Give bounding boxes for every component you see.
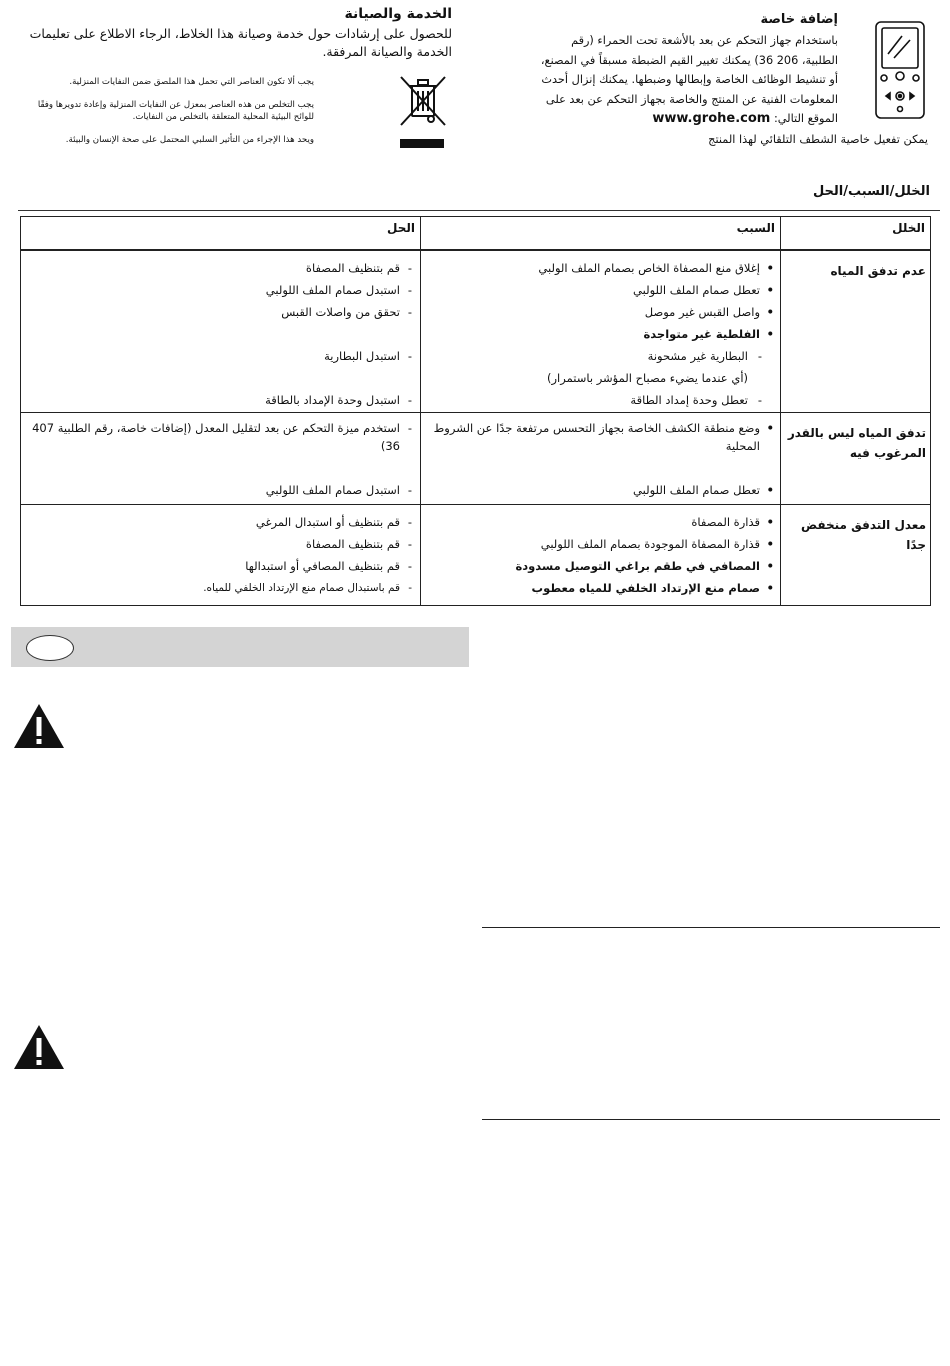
remedy-item — [27, 367, 414, 389]
cause-list — [421, 251, 780, 411]
remedy-list — [21, 413, 420, 501]
weee-notice — [24, 76, 314, 156]
troubleshooting-rule — [18, 210, 940, 211]
table-row — [21, 250, 931, 412]
addon-body-text: باستخدام جهاز التحكم عن بعد بالأشعة تحت الحمراء (رقم الطلبية، 206 36) يمكنك تغيير القيم الضبطة مسبقاً في المصنع، أو تنشيط الوظائف الخاصة وإبطالها وضبطها. يمكنك إنزال أحدث المعلومات الفنية عن المنتج والخاصة بجهاز التحكم عن بعد على الموقع التالي: — [540, 34, 838, 125]
table-row — [21, 412, 931, 505]
crossed-bin-icon — [398, 74, 448, 128]
remedy-cell — [21, 505, 421, 606]
weee-line-3: ويحد هذا الإجراء من التأثير السلبي المحتمل على صحة الإنسان والبيئة. — [65, 134, 314, 145]
cause-item: (أي عندما يضيء مصباح المؤشر باستمرار) — [547, 371, 748, 385]
remedy-item: - استبدل البطارية — [27, 345, 414, 367]
weee-line-1: يجب ألا تكون العناصر التي تحمل هذا الملصق ضمن النفايات المنزلية. — [69, 77, 314, 87]
weee-line-2: يجب التخلص من هذه العناصر بمعزل عن النفايات المنزلية وإعادة تدويرها وفقًا للوائح البيئية المحلية المتعلقة بالتخلص من النفايات. — [37, 99, 314, 122]
cause-list — [421, 505, 780, 599]
addon-section — [540, 12, 838, 129]
table-header-row — [21, 217, 931, 251]
table-row — [21, 505, 931, 606]
cause-item: • تعطل صمام الملف اللولبي — [427, 479, 774, 501]
cause-list — [421, 413, 780, 501]
remedy-cell — [21, 412, 421, 505]
cause-item: • واصل القبس غير موصل — [427, 301, 774, 323]
cause-cell — [421, 250, 781, 412]
fault-cell: عدم تدفق المياه — [781, 250, 931, 412]
auto-flush-note: يمكن تفعيل خاصية الشطف التلقائي لهذا المنتج — [708, 133, 928, 146]
language-tab-bar — [11, 627, 469, 667]
warning-triangle-icon — [13, 1024, 65, 1070]
cause-cell — [421, 505, 781, 606]
remedy-item: - استبدل صمام الملف اللولبي — [27, 479, 414, 501]
header-fault: الخلل — [781, 217, 931, 251]
troubleshooting-table — [20, 216, 931, 606]
header-remedy: الحل — [21, 217, 421, 251]
cause-item: - البطارية غير مشحونة — [427, 345, 774, 367]
cause-item: • قذارة المصفاة الموجودة بصمام الملف اللولبي — [427, 533, 774, 555]
cause-item: • صمام منع الإرتداد الخلفي للمياه معطوب — [427, 577, 774, 599]
service-title: الخدمة والصيانة — [344, 6, 452, 22]
cause-item: • المصافي في طقم براغي التوصيل مسدودة — [427, 555, 774, 577]
remedy-item: - قم بتنظيف أو استبدال المرغي — [27, 511, 414, 533]
remedy-item: - قم بتنظيف المصافي أو استبدالها — [27, 555, 414, 577]
remedy-item: - قم بتنظيف المصفاة — [27, 257, 414, 279]
remedy-item: - قم بتنظيف المصفاة — [27, 533, 414, 555]
weee-bar — [400, 139, 444, 148]
warning-triangle-icon — [13, 703, 65, 749]
grohe-url-link[interactable]: www.grohe.com — [652, 111, 771, 126]
remedy-list — [21, 505, 420, 599]
section-rule — [482, 1119, 940, 1120]
cause-item: • قذارة المصفاة — [427, 511, 774, 533]
cause-item: • إغلاق منع المصفاة الخاص بصمام الملف الولبي — [427, 257, 774, 279]
troubleshooting-title: الخلل/السبب/الحل — [812, 184, 930, 199]
cause-item: • تعطل صمام الملف اللولبي — [427, 279, 774, 301]
fault-cell: معدل التدفق منخفض جدًا — [781, 505, 931, 606]
header-cause: السبب — [421, 217, 781, 251]
remedy-item: - تحقق من واصلات القبس — [27, 301, 414, 323]
cause-item: • الفلطية غير متواجدة — [427, 323, 774, 345]
troubleshooting-rows — [21, 250, 931, 606]
remedy-item: - قم باستبدال صمام منع الإرتداد الخلفي للمياه. — [27, 577, 414, 599]
cause-item: • وضع منطقة الكشف الخاصة بجهاز التحسس مرتفعة جدًا عن الشروط المحلية — [427, 419, 774, 455]
cause-cell — [421, 412, 781, 505]
service-body: للحصول على إرشادات حول خدمة وصيانة هذا الخلاط، الرجاء الاطلاع على تعليمات الخدمة والصيانة المرفقة. — [29, 26, 452, 59]
addon-body — [540, 31, 838, 129]
remote-control-icon — [874, 20, 926, 120]
section-rule — [482, 927, 940, 928]
language-oval — [26, 635, 74, 661]
addon-title: إضافة خاصة — [760, 12, 838, 27]
remedy-list — [21, 251, 420, 411]
service-section — [20, 6, 452, 61]
remedy-cell — [21, 250, 421, 412]
remedy-item — [27, 323, 414, 345]
remedy-item: - استبدل وحدة الإمداد بالطاقة — [27, 389, 414, 411]
cause-item: - تعطل وحدة إمداد الطاقة — [427, 389, 774, 411]
remedy-item: - استبدل صمام الملف اللولبي — [27, 279, 414, 301]
fault-cell: تدفق المياه ليس بالقدر المرغوب فيه — [781, 412, 931, 505]
remedy-item: - استخدم ميزة التحكم عن بعد لتقليل المعدل (إضافات خاصة، رقم الطلبية 407 36) — [27, 419, 414, 455]
